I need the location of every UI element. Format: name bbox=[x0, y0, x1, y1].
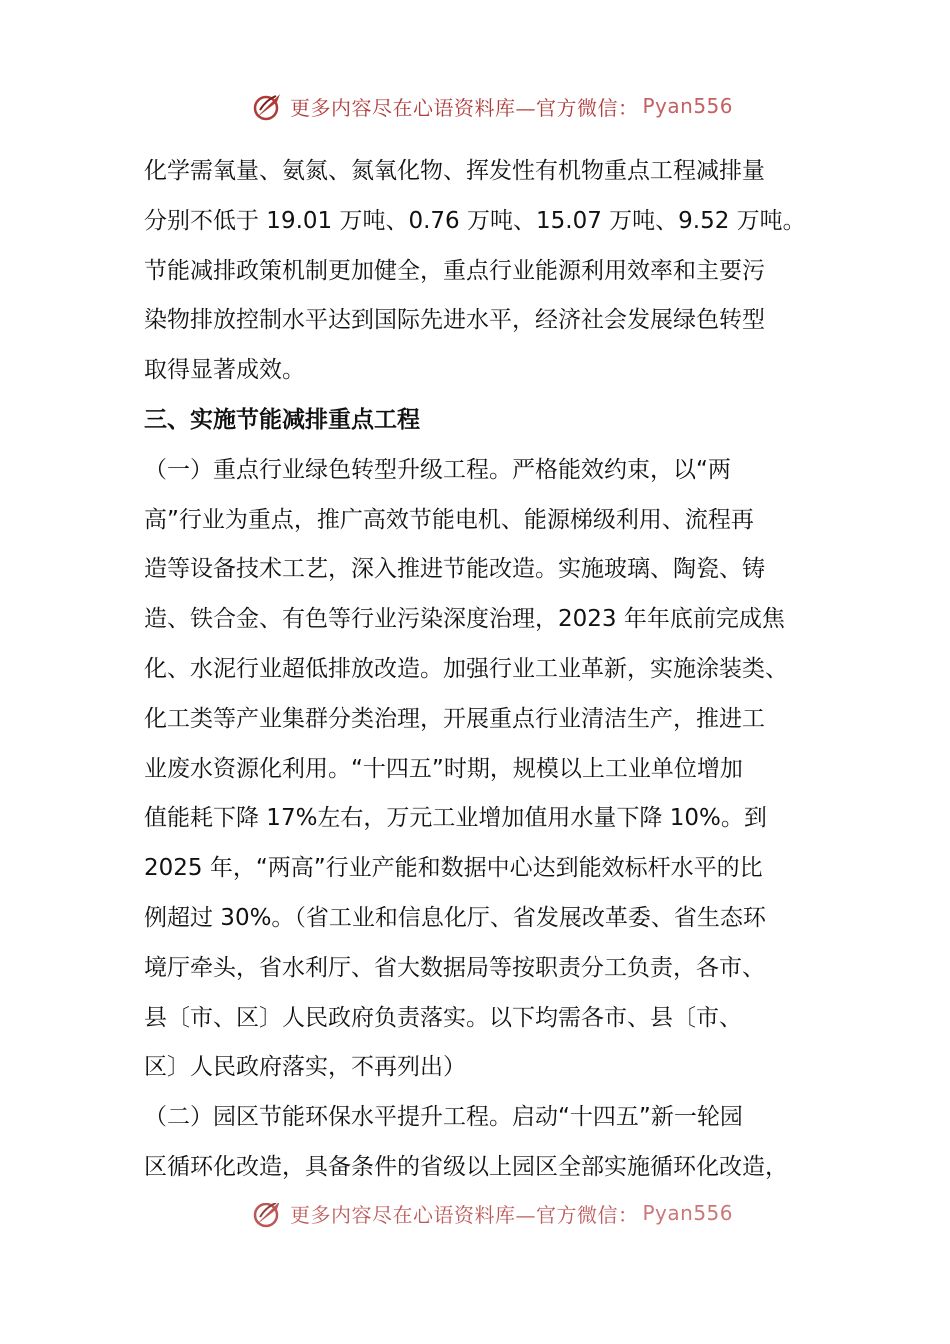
watermark-wechat-id: Pyan556 bbox=[642, 1203, 734, 1225]
document-body bbox=[144, 147, 824, 1193]
watermark-text: 更多内容尽在心语资料库—官方微信： bbox=[290, 95, 639, 120]
text-line: 造、铁合金、有色等行业污染深度治理，2023 年年底前完成焦 bbox=[144, 606, 785, 633]
text-line: 高”行业为重点，推广高效节能电机、能源梯级利用、流程再 bbox=[144, 506, 754, 533]
text-line: 造等设备技术工艺，深入推进节能改造。实施玻璃、陶瓷、铸 bbox=[144, 556, 765, 583]
text-line: 染物排放控制水平达到国际先进水平，经济社会发展绿色转型 bbox=[144, 307, 765, 334]
text-line: 分别不低于 19.01 万吨、0.76 万吨、15.07 万吨、9.52 万吨。 bbox=[144, 207, 806, 234]
text-line: 取得显著成效。 bbox=[144, 357, 305, 384]
quill-logo-icon bbox=[250, 1203, 286, 1231]
text-line: 化、水泥行业超低排放改造。加强行业工业革新，实施涂装类、 bbox=[144, 655, 788, 682]
section-heading: 三、实施节能减排重点工程 bbox=[144, 406, 420, 433]
text-line: 节能减排政策机制更加健全，重点行业能源利用效率和主要污 bbox=[144, 257, 765, 284]
text-line: 化工类等产业集群分类治理，开展重点行业清洁生产，推进工 bbox=[144, 705, 765, 732]
watermark-footer bbox=[250, 1203, 733, 1233]
text-line: （二）园区节能环保水平提升工程。启动“十四五”新一轮园 bbox=[144, 1104, 743, 1131]
text-line: 县〔市、区〕人民政府负责落实。以下均需各市、县〔市、 bbox=[144, 1004, 742, 1031]
quill-logo-icon bbox=[250, 88, 286, 124]
text-line: 区〕人民政府落实，不再列出） bbox=[144, 1054, 466, 1081]
text-line: 化学需氧量、氨氮、氮氧化物、挥发性有机物重点工程减排量 bbox=[144, 158, 765, 184]
text-line: （一）重点行业绿色转型升级工程。严格能效约束，以“两 bbox=[144, 456, 731, 483]
text-line: 值能耗下降 17%左右，万元工业增加值用水量下降 10%。到 bbox=[144, 805, 767, 832]
watermark-wechat-id: Pyan556 bbox=[642, 94, 734, 118]
text-line: 区循环化改造，具备条件的省级以上园区全部实施循环化改造， bbox=[144, 1153, 788, 1180]
text-line: 境厅牵头，省水利厅、省大数据局等按职责分工负责，各市、 bbox=[144, 954, 765, 981]
text-line: 2025 年，“两高”行业产能和数据中心达到能效标杆水平的比 bbox=[144, 855, 763, 882]
text-line: 业废水资源化利用。“十四五”时期，规模以上工业单位增加 bbox=[144, 755, 743, 782]
text-line: 例超过 30%。（省工业和信息化厅、省发展改革委、省生态环 bbox=[144, 904, 766, 931]
watermark-header bbox=[250, 86, 733, 126]
watermark-text: 更多内容尽在心语资料库—官方微信： bbox=[290, 1203, 639, 1227]
